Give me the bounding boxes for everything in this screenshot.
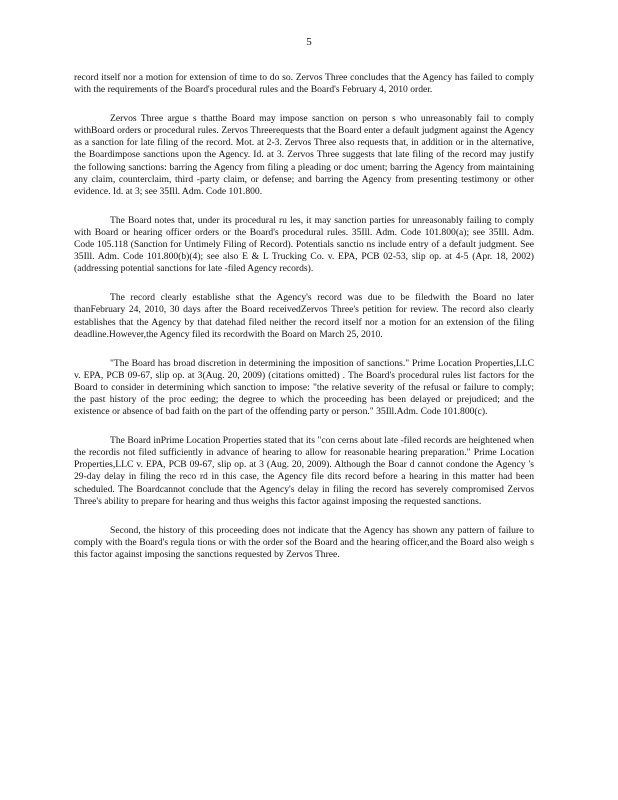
paragraph-3-text: The Board notes that, under its procedural ru les, it may sanction parties for unreasonably failing to comply with Board or hearing officer orders or the Board's procedural rules. 35Ill. Adm. Code 101.800(a); see 35Ill. Adm. Code 105.118 (Sanction for Untimely Filing of Record). Potentials sanctio ns include entry of a default judgment. See 35Ill. Adm. Code 101.800(b)(4); see also E & L Trucking Co. v. EPA, PCB 02-53, slip op. at 4-5 (Apr. 18, 2002) (addressing potential sanctions for late -filed Agency records). — [74, 214, 534, 275]
paragraph-7 — [74, 525, 534, 561]
paragraph-2 — [74, 113, 534, 198]
paragraph-7-text: Second, the history of this proceeding does not indicate that the Agency has shown any pattern of failure to comply with the Board's regula tions or with the order sof the Board and the hearing officer,and the Board also weigh s this factor against imposing the sanctions requested by Zervos Three. — [74, 524, 534, 560]
paragraph-6 — [74, 435, 534, 508]
paragraph-3 — [74, 215, 534, 275]
document-body — [74, 72, 534, 578]
paragraph-4-text: The record clearly establishe sthat the Agency's record was due to be filedwith the Board no later thanFebruary 24, 2010, 30 days after the Board receivedZervos Three's petition for review. The record also clearly establishes that the Agency by that datehad filed neither the record itself nor a motion for an extension of the filing deadline.However,the Agency filed its recordwith the Board on March 25, 2010. — [74, 292, 534, 340]
paragraph-4 — [74, 292, 534, 340]
paragraph-1 — [74, 72, 534, 96]
paragraph-6-text: The Board inPrime Location Properties stated that its "con cerns about late -filed records are heightened when the recordis not filed sufficiently in advance of hearing to allow for reasonable hearing preparation." Prime Location Properties,LLC v. EPA, PCB 09-67, slip op. at 3 (Aug. 20, 2009). Although the Boar d cannot condone the Agency 's 29-day delay in filing the reco rd in this case, the Agency file dits record before a hearing in this matter had been scheduled. The Boardcannot conclude that the Agency's delay in filing the record has severely compromised Zervos Three's ability to prepare for hearing and thus weighs this factor against imposing the requested sanctions. — [74, 435, 534, 507]
paragraph-1-text: record itself nor a motion for extension of time to do so. Zervos Three concludes that the Agency has failed to comply with the requirements of the Board's procedural rules and the Board's February 4, 2010 order. — [74, 72, 534, 96]
paragraph-5 — [74, 358, 534, 418]
paragraph-2-text: Zervos Three argue s thatthe Board may impose sanction on person s who unreasonably fail to comply withBoard orders or procedural rules. Zervos Threerequests that the Board enter a default judgment against the Agency as a sanction for late filing of the record. Mot. at 2-3. Zervos Three also requests that, in addition or in the alternative, the Boardimpose sanctions upon the Agency. Id. at 3. Zervos Three suggests that late filing of the record may justify the following sanctions: barring the Agency from filing a pleading or doc ument; barring the Agency from maintaining any claim, counterclaim, third -party claim, or defense; and barring the Agency from presenting testimony or other evidence. Id. at 3; see 35Ill. Adm. Code 101.800. — [74, 113, 534, 197]
paragraph-5-text: "The Board has broad discretion in determining the imposition of sanctions." Prime Location Properties,LLC v. EPA, PCB 09-67, slip op. at 3(Aug. 20, 2009) (citations omitted) . The Board's procedural rules list factors for the Board to consider in determining which sanction to impose: "the relative severity of the refusal or failure to comply; the past history of the proc eeding; the degree to which the proceeding has been delayed or prejudiced; and the existence or absence of bad faith on the part of the offending party or person." 35Ill.Adm. Code 101.800(c). — [74, 357, 534, 418]
page-number: 5 — [306, 36, 312, 48]
